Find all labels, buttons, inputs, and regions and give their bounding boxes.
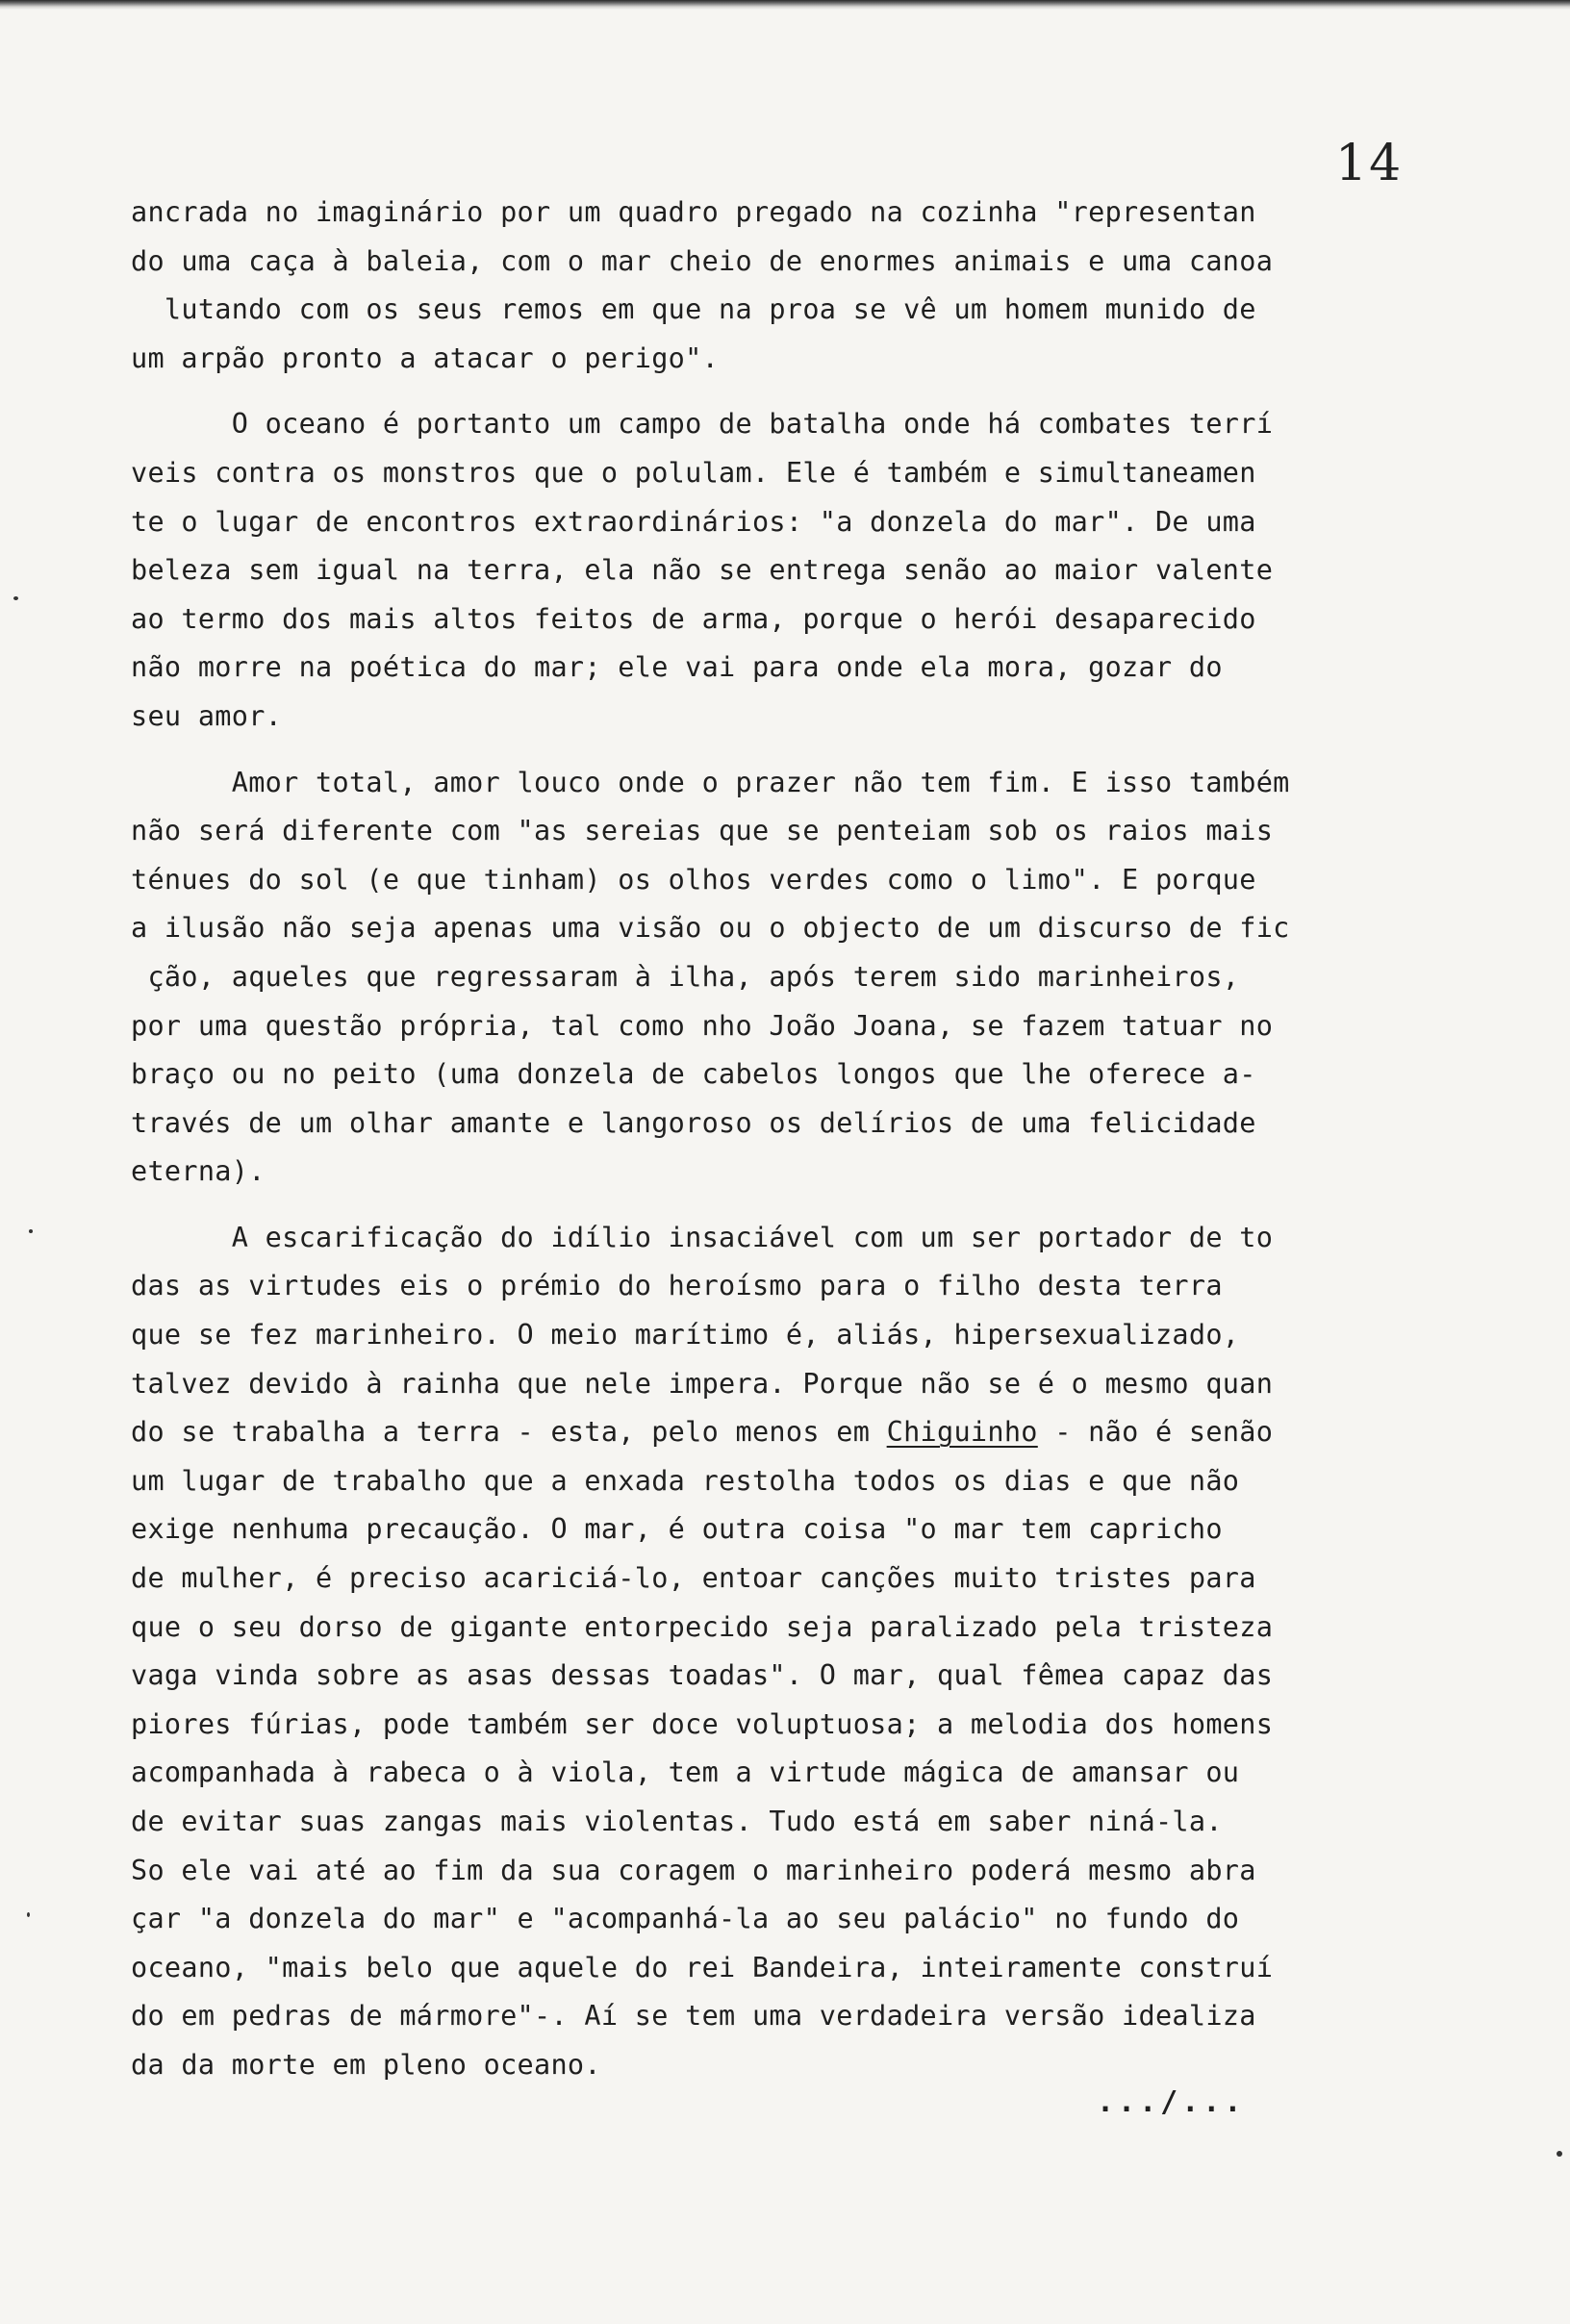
text-line: ténues do sol (e que tinham) os olhos verdes como o limo". E porque bbox=[131, 863, 1256, 896]
text-line: que o seu dorso de gigante entorpecido seja paralizado pela tristeza bbox=[131, 1610, 1274, 1643]
text-line: çar "a donzela do mar" e "acompanhá-la ao seu palácio" no fundo do bbox=[131, 1903, 1240, 1935]
text-line: eterna). bbox=[131, 1155, 266, 1188]
text-line: ção, aqueles que regressaram à ilha, após terem sido marinheiros, bbox=[131, 960, 1240, 993]
text-line: ao termo dos mais altos feitos de arma, porque o herói desaparecido bbox=[131, 602, 1256, 635]
text-line: do em pedras de mármore"-. Aí se tem uma verdadeira versão idealiza bbox=[131, 2000, 1256, 2033]
text-segment: - não é senão bbox=[1037, 1416, 1274, 1449]
body-text bbox=[131, 189, 1507, 2090]
text-line: das as virtudes eis o prémio do heroísmo para o filho desta terra bbox=[131, 1270, 1223, 1302]
text-line: A escarificação do idílio insaciável com um ser portador de to bbox=[131, 1221, 1274, 1253]
text-line: que se fez marinheiro. O meio marítimo é, aliás, hipersexualizado, bbox=[131, 1319, 1240, 1351]
text-line: veis contra os monstros que o polulam. Ele é também e simultaneamen bbox=[131, 456, 1256, 489]
text-line: exige nenhuma precaução. O mar, é outra coisa "o mar tem capricho bbox=[131, 1513, 1223, 1546]
text-line: de mulher, é preciso acariciá-lo, entoar canções muito tristes para bbox=[131, 1562, 1256, 1595]
text-line: seu amor. bbox=[131, 699, 283, 732]
text-line: vaga vinda sobre as asas dessas toadas". O mar, qual fêmea capaz das bbox=[131, 1659, 1274, 1692]
text-line: Amor total, amor louco onde o prazer não tem fim. E isso também bbox=[131, 766, 1290, 798]
text-line: través de um olhar amante e langoroso os delírios de uma felicidade bbox=[131, 1106, 1256, 1139]
scan-speck bbox=[27, 1912, 30, 1917]
text-line: braço ou no peito (uma donzela de cabelos longos que lhe oferece a- bbox=[131, 1058, 1256, 1091]
scan-speck bbox=[29, 1229, 33, 1233]
scan-top-edge bbox=[0, 0, 1570, 10]
text-line: por uma questão própria, tal como nho João Joana, se fazem tatuar no bbox=[131, 1009, 1274, 1042]
text-line: oceano, "mais belo que aquele do rei Bandeira, inteiramente construí bbox=[131, 1951, 1274, 1983]
underlined-place-name: Chiguinho bbox=[886, 1416, 1038, 1449]
text-line: piores fúrias, pode também ser doce voluptuosa; a melodia dos homens bbox=[131, 1707, 1274, 1740]
scan-speck bbox=[13, 596, 18, 600]
text-line bbox=[131, 1408, 1507, 1457]
text-line: te o lugar de encontros extraordinários: "a donzela do mar". De uma bbox=[131, 505, 1256, 538]
text-line: de evitar suas zangas mais violentas. Tudo está em saber niná-la. bbox=[131, 1806, 1223, 1837]
text-line: talvez devido à rainha que nele impera. Porque não se é o mesmo quan bbox=[131, 1367, 1274, 1400]
text-line: ancrada no imaginário por um quadro pregado na cozinha "representan bbox=[131, 196, 1256, 228]
scan-speck bbox=[1557, 2151, 1562, 2157]
text-line: não será diferente com "as sereias que se penteiam sob os raios mais bbox=[131, 815, 1274, 847]
text-segment: do se trabalha a terra - esta, pelo menos em bbox=[131, 1416, 887, 1449]
text-line: So ele vai até ao fim da sua coragem o marinheiro poderá mesmo abra bbox=[131, 1854, 1256, 1886]
text-line: O oceano é portanto um campo de batalha onde há combates terrí bbox=[131, 408, 1274, 441]
text-line: da da morte em pleno oceano. bbox=[131, 2048, 601, 2081]
continuation-mark: .../... bbox=[1097, 2085, 1246, 2119]
text-line: do uma caça à baleia, com o mar cheio de enormes animais e uma canoa bbox=[131, 244, 1274, 277]
text-line: não morre na poética do mar; ele vai para onde ela mora, gozar do bbox=[131, 651, 1223, 684]
text-line: um lugar de trabalho que a enxada restolha todos os dias e que não bbox=[131, 1464, 1240, 1497]
text-line: acompanhada à rabeca o à viola, tem a virtude mágica de amansar ou bbox=[131, 1756, 1240, 1789]
text-line: a ilusão não seja apenas uma visão ou o objecto de um discurso de fic bbox=[131, 912, 1290, 945]
page-number: 14 bbox=[1335, 135, 1404, 192]
text-line: lutando com os seus remos em que na proa se vê um homem munido de bbox=[131, 293, 1256, 326]
text-line: um arpão pronto a atacar o perigo". bbox=[131, 341, 720, 374]
text-line: beleza sem igual na terra, ela não se entrega senão ao maior valente bbox=[131, 554, 1274, 587]
